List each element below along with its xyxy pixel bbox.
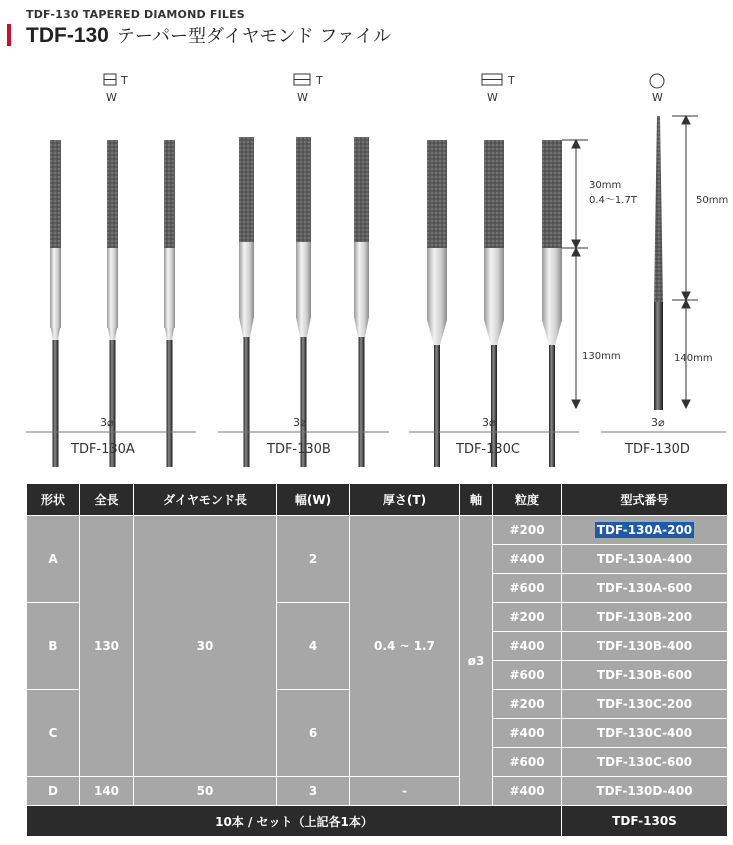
file-diagram <box>26 72 729 467</box>
cell-grit: #400 <box>493 545 562 574</box>
cell-length-d: 140 <box>80 777 134 806</box>
cell-grit: #600 <box>493 574 562 603</box>
dim-d-total-length: 140mm <box>674 353 713 364</box>
cell-width-a: 2 <box>277 516 350 603</box>
page-header <box>0 0 733 60</box>
cell-width-b: 4 <box>277 603 350 690</box>
cell-width-d: 3 <box>277 777 350 806</box>
cell-length-abc: 130 <box>80 516 134 777</box>
cell-shape-d: D <box>27 777 80 806</box>
header-width: 幅(W) <box>277 484 350 516</box>
cell-grit: #600 <box>493 748 562 777</box>
dimension-lines-abc <box>562 140 588 408</box>
set-label: 10本 / セット（上記各1本） <box>27 806 562 837</box>
dim-abc-total-length: 130mm <box>582 351 621 362</box>
header-shape: 形状 <box>27 484 80 516</box>
title-japanese: テーパー型ダイヤモンド ファイル <box>116 26 391 47</box>
file-group-d <box>654 116 663 410</box>
cell-grit: #400 <box>493 719 562 748</box>
section-symbol-b <box>294 74 323 104</box>
cell-diamond-abc: 30 <box>134 516 277 777</box>
title-accent-bar <box>7 24 11 46</box>
header-shaft: 軸 <box>460 484 493 516</box>
table-row <box>27 516 728 545</box>
table-row <box>27 777 728 806</box>
section-symbol-a <box>104 74 128 104</box>
section-label-t: T <box>508 74 515 87</box>
header-length: 全長 <box>80 484 134 516</box>
cell-grit: #200 <box>493 603 562 632</box>
cell-model[interactable] <box>562 516 728 545</box>
section-label-t: T <box>121 74 128 87</box>
cell-model: TDF-130D-400 <box>562 777 728 806</box>
model-label-d: TDF-130D <box>625 442 690 457</box>
page-title <box>26 22 391 48</box>
cell-model: TDF-130A-400 <box>562 545 728 574</box>
cell-shaft: ø3 <box>460 516 493 806</box>
shank-dia-label-c: 3⌀ <box>482 416 496 429</box>
section-symbol-d <box>650 74 664 104</box>
cell-diamond-d: 50 <box>134 777 277 806</box>
set-model: TDF-130S <box>562 806 728 837</box>
section-label-w: W <box>297 91 308 104</box>
cell-grit: #400 <box>493 632 562 661</box>
cell-shape-c: C <box>27 690 80 777</box>
set-row <box>27 806 728 837</box>
cell-grit: #600 <box>493 661 562 690</box>
cell-grit: #200 <box>493 690 562 719</box>
cell-model: TDF-130C-400 <box>562 719 728 748</box>
cell-grit: #200 <box>493 516 562 545</box>
header-grit: 粒度 <box>493 484 562 516</box>
dim-d-diamond-length: 50mm <box>696 195 729 206</box>
cell-model: TDF-130A-600 <box>562 574 728 603</box>
section-label-w: W <box>487 91 498 104</box>
cell-model: TDF-130B-400 <box>562 632 728 661</box>
dim-abc-diamond-length: 30mm <box>589 180 622 191</box>
model-label-a: TDF-130A <box>71 442 135 457</box>
cell-thickness-abc: 0.4 ~ 1.7 <box>350 516 460 777</box>
page-subtitle: TDF-130 TAPERED DIAMOND FILES <box>26 8 245 21</box>
section-label-t: T <box>316 74 323 87</box>
model-label-b: TDF-130B <box>267 442 331 457</box>
spec-table <box>26 483 728 837</box>
header-model-number: 型式番号 <box>562 484 728 516</box>
cell-model: TDF-130B-600 <box>562 661 728 690</box>
section-label-w: W <box>106 91 117 104</box>
cell-grit: #400 <box>493 777 562 806</box>
cell-model: TDF-130B-200 <box>562 603 728 632</box>
cell-model: TDF-130C-600 <box>562 748 728 777</box>
dim-abc-thickness: 0.4～1.7T <box>589 195 637 206</box>
model-label-c: TDF-130C <box>456 442 521 457</box>
product-figure <box>26 72 729 467</box>
shank-dia-label-b: 3⌀ <box>293 416 307 429</box>
cell-shape-b: B <box>27 603 80 690</box>
section-label-w: W <box>652 91 663 104</box>
section-symbol-c <box>482 74 515 104</box>
title-model: TDF-130 <box>26 24 109 47</box>
selected-model-text[interactable]: TDF-130A-200 <box>596 523 693 537</box>
cell-model: TDF-130C-200 <box>562 690 728 719</box>
shank-dia-label-a: 3⌀ <box>100 416 114 429</box>
table-header-row <box>27 484 728 516</box>
header-diamond-length: ダイヤモンド長 <box>134 484 277 516</box>
dimension-lines-d <box>672 116 698 408</box>
header-thickness: 厚さ(T) <box>350 484 460 516</box>
cell-shape-a: A <box>27 516 80 603</box>
shank-dia-label-d: 3⌀ <box>651 416 665 429</box>
cell-thickness-d: - <box>350 777 460 806</box>
cell-width-c: 6 <box>277 690 350 777</box>
